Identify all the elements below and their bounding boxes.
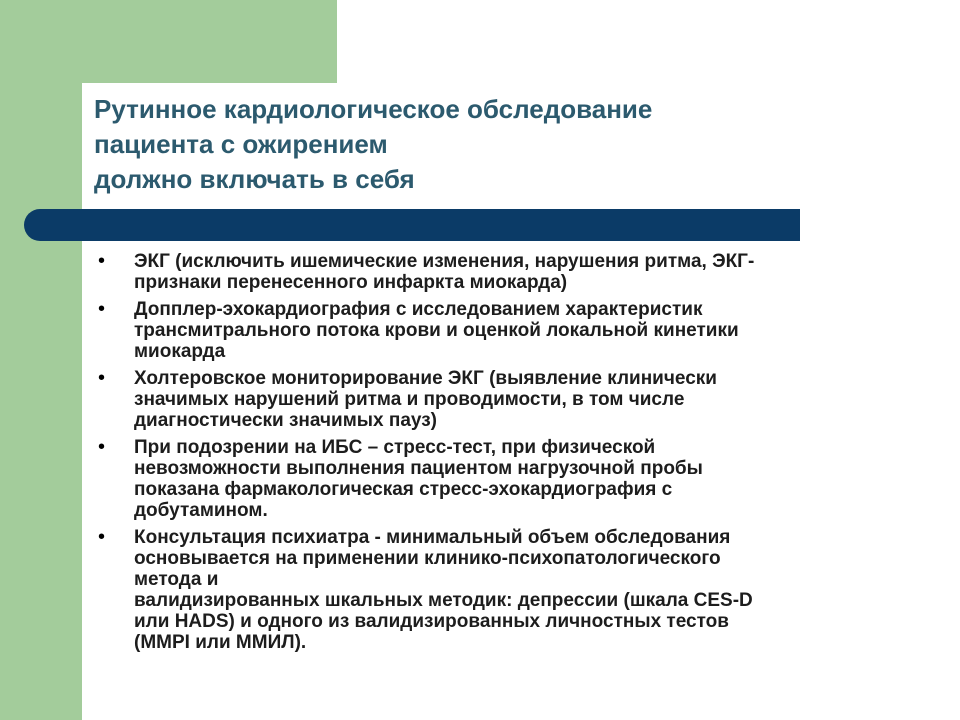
bullet-item-holter xyxy=(98,368,928,431)
bullet-text xyxy=(134,368,717,431)
bullet-dot-icon: • xyxy=(98,367,106,389)
bullet-line: признаки перенесенного инфаркта миокарда) xyxy=(134,272,568,293)
left-accent-panel xyxy=(0,0,82,720)
bullet-line: трансмитрального потока крови и оценкой локальной кинетики xyxy=(134,320,739,341)
bullet-line: невозможности выполнения пациентом нагрузочной пробы xyxy=(134,458,703,479)
bullet-item-psychiatry xyxy=(98,527,928,653)
bullet-line: Консультация психиатра - минимальный объем обследования xyxy=(134,527,731,548)
title-underline-bar xyxy=(24,209,800,241)
bullet-line: При подозрении на ИБС – стресс-тест, при физической xyxy=(134,437,656,458)
top-accent-panel xyxy=(0,0,337,83)
bullet-line: значимых нарушений ритма и проводимости, в том числе xyxy=(134,389,685,410)
bullet-item-doppler xyxy=(98,299,928,362)
slide-title xyxy=(94,92,894,197)
bullet-text xyxy=(134,437,703,521)
bullet-dot-icon: • xyxy=(98,298,106,320)
title-line-1: Рутинное кардиологическое обследование xyxy=(94,94,653,124)
bullet-line: или HADS) и одного из валидизированных личностных тестов xyxy=(134,611,729,632)
title-line-2: пациента с ожирением xyxy=(94,129,388,159)
bullet-line: миокарда xyxy=(134,341,226,362)
bullet-line: показана фармакологическая стресс-эхокардиография с xyxy=(134,479,673,500)
bullet-line: добутамином. xyxy=(134,500,268,521)
bullet-item-stress-test xyxy=(98,437,928,521)
bullet-line: основывается на применении клинико-психопатологического xyxy=(134,548,721,569)
title-line-3: должно включать в себя xyxy=(94,164,415,194)
bullet-line: валидизированных шкальных методик: депрессии (шкала CES-D xyxy=(134,590,753,611)
bullet-line: ЭКГ (исключить ишемические изменения, нарушения ритма, ЭКГ- xyxy=(134,251,755,272)
bullet-line: диагностически значимых пауз) xyxy=(134,410,437,431)
bullet-line: метода и xyxy=(134,569,219,590)
bullet-item-ecg xyxy=(98,251,928,293)
bullet-dot-icon: • xyxy=(98,250,106,272)
bullet-list xyxy=(98,251,928,659)
bullet-line: Холтеровское мониторирование ЭКГ (выявление клинически xyxy=(134,368,717,389)
bullet-line: (MMPI или ММИЛ). xyxy=(134,632,307,653)
bullet-text xyxy=(134,251,754,293)
bullet-text xyxy=(134,527,753,653)
bullet-text xyxy=(134,299,739,362)
bullet-line: Допплер-эхокардиография с исследованием характеристик xyxy=(134,299,703,320)
bullet-dot-icon: • xyxy=(98,526,106,548)
bullet-dot-icon: • xyxy=(98,436,106,458)
